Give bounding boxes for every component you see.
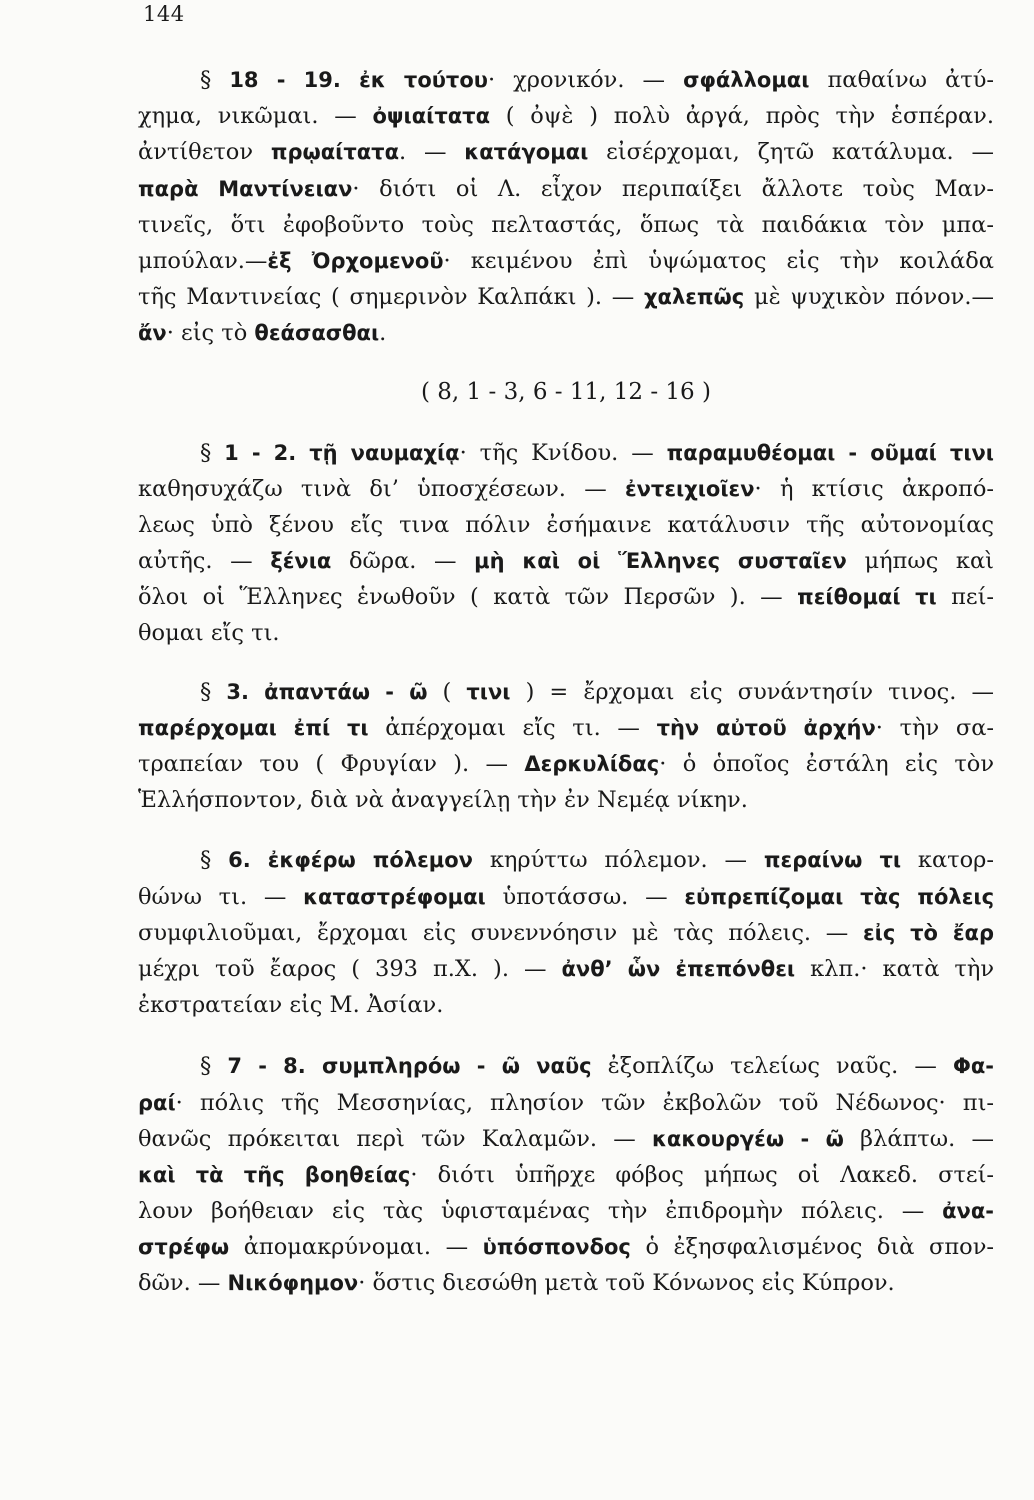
lemma-term: πρῳαίτατα — [270, 140, 400, 165]
lemma-term: 6. ἐκφέρω πόλεμον — [228, 848, 473, 873]
gloss-text: θομαι εἴς τι. — [138, 620, 280, 647]
lemma-term: 1 - 2. τῇ ναυμαχίᾳ — [224, 440, 460, 465]
gloss-text: ὅλοι οἱ Ἕλληνες ἑνωθοῦν ( κατὰ τῶν Περσῶν ). — — [138, 584, 798, 611]
gloss-text: κηρύττω πόλεμον. — — [472, 847, 764, 874]
section-sign: § — [200, 67, 230, 93]
text-line — [138, 674, 994, 710]
paragraph-1-2 — [138, 435, 994, 652]
text-line — [138, 842, 994, 878]
gloss-text: λουν βοήθειαν εἰς τὰς ὑφισταμένας τὴν ἐπιδρομὴν πόλεις. — — [138, 1198, 943, 1225]
lemma-term: εἰς τὸ ἔαρ — [862, 920, 994, 945]
lemma-term: 7 - 8. συμπληρόω - ῶ ναῦς — [227, 1054, 592, 1079]
paragraph-18-19 — [138, 62, 994, 352]
text-line — [138, 62, 994, 98]
text-line — [138, 782, 994, 818]
gloss-text: παθαίνω ἀτύ- — [809, 67, 994, 93]
gloss-text: αὐτῆς. — — [138, 548, 271, 575]
gloss-text: μὲ ψυχικὸν πόνον.— — [744, 284, 994, 311]
gloss-text: μέχρι τοῦ ἔαρος ( 393 π.Χ. ). — — [138, 955, 562, 982]
section-heading: ( 8, 1 - 3, 6 - 11, 12 - 16 ) — [421, 378, 711, 405]
text-line — [138, 171, 994, 207]
gloss-text: μπούλαν.— — [138, 247, 268, 274]
text-line — [138, 615, 994, 651]
gloss-text: ( ὀψὲ ) πολὺ ἀργά, πρὸς τὴν ἑσπέραν. — [490, 103, 994, 130]
lemma-term: παραμυθέομαι - οῦμαί τινι — [666, 440, 994, 465]
gloss-text: ἀπέρχομαι εἴς τι. — — [368, 714, 657, 741]
paragraph-3 — [138, 674, 994, 819]
text-line — [138, 207, 994, 243]
gloss-text: · ἡ κτίσις ἀκροπό- — [754, 475, 994, 502]
text-line — [138, 1265, 994, 1301]
gloss-text: λεως ὑπὸ ξένου εἴς τινα πόλιν ἐσήμαινε κατάλυσιν τῆς αὐτονομίας — [138, 511, 994, 538]
lemma-term: μὴ καὶ οἱ Ἕλληνες συσταῖεν — [474, 549, 847, 574]
lemma-term: τινι — [466, 679, 511, 704]
gloss-text: Ἑλλήσποντον, διὰ νὰ ἀναγγείλῃ τὴν ἐν Νεμέᾳ νίκην. — [138, 787, 748, 814]
gloss-text: κατορ- — [901, 847, 994, 874]
lemma-term: κατάγομαι — [464, 140, 589, 165]
text-line — [138, 951, 994, 987]
gloss-text: ἀντίθετον — [138, 139, 271, 166]
lemma-term: ἐντειχιοῖεν — [624, 476, 755, 501]
lemma-term: τὴν αὐτοῦ ἀρχήν — [656, 715, 876, 740]
text-line — [138, 1085, 994, 1121]
gloss-text: · χρονικόν. — — [487, 67, 684, 93]
gloss-text: πεί- — [936, 584, 994, 611]
gloss-text: δῶν. — — [138, 1270, 228, 1297]
gloss-text: · διότι οἱ Λ. εἶχον περιπαίξει ἄλλοτε τοὺς Μαν- — [352, 175, 994, 202]
lemma-term: Φα- — [953, 1054, 994, 1079]
gloss-text: · ὁ ὁποῖος ἐστάλη εἰς τὸν — [659, 751, 994, 777]
gloss-text: · ὅστις διεσώθη μετὰ τοῦ Κόνωνος εἰς Κύπρον. — [358, 1270, 895, 1297]
section-sign: § — [200, 439, 225, 466]
lemma-term: Δερκυλίδας — [524, 752, 660, 776]
text-line — [138, 471, 994, 507]
gloss-text: συμφιλιοῦμαι, ἔρχομαι εἰς συνεννόησιν μὲ τὰς πόλεις. — — [138, 919, 863, 946]
lemma-term: 3. ἀπαντάω - ῶ — [226, 679, 428, 704]
lemma-term: ἀνθ’ ὧν ἐπεπόνθει — [561, 956, 796, 981]
gloss-text: εἰσέρχομαι, ζητῶ κατάλυμα. — — [588, 139, 994, 166]
lemma-term: στρέφω — [138, 1235, 230, 1260]
text-line — [138, 879, 994, 915]
text-line — [138, 134, 994, 170]
text-line — [138, 435, 994, 471]
lemma-term: εὐπρεπίζομαι τὰς πόλεις — [684, 884, 994, 909]
lemma-term: κακουργέω - ῶ — [651, 1126, 844, 1151]
gloss-text: · κειμένου ἐπὶ ὑψώματος εἰς τὴν κοιλάδα — [443, 247, 994, 274]
gloss-text: ( — [427, 678, 467, 705]
text-line — [138, 279, 994, 315]
gloss-text: ἀπομακρύνομαι. — — [229, 1234, 483, 1261]
gloss-text: · εἰς τὸ — [166, 320, 255, 347]
gloss-text: καθησυχάζω τινὰ δι’ ὑποσχέσεων. — — [138, 475, 625, 502]
lemma-term: παρὰ Μαντίνειαν — [138, 176, 353, 201]
gloss-text: · τῆς Κνίδου. — — [459, 439, 667, 466]
gloss-text: δῶρα. — — [331, 548, 475, 575]
lemma-term: σφάλλομαι — [683, 68, 810, 92]
lemma-term: καταστρέφομαι — [303, 884, 486, 909]
lemma-term: θεάσασθαι — [254, 321, 380, 346]
gloss-text: τινεῖς, ὅτι ἐφοβοῦντο τοὺς πελταστάς, ὅπως τὰ παιδάκια τὸν μπα- — [138, 211, 994, 238]
text-line — [138, 315, 994, 351]
gloss-text: κλπ.· κατὰ τὴν — [795, 955, 994, 982]
text-line — [138, 1157, 994, 1193]
text-line — [138, 915, 994, 951]
text-line — [138, 543, 994, 579]
gloss-text: τῆς Μαντινείας ( σημερινὸν Καλπάκι ). — — [138, 284, 644, 311]
lemma-term: ἐξ Ὀρχομενοῦ — [267, 248, 444, 273]
text-line — [138, 746, 994, 782]
gloss-text: χημα, νικῶμαι. — — [138, 103, 373, 130]
lemma-term: χαλεπῶς — [643, 285, 745, 310]
gloss-text: τραπείαν του ( Φρυγίαν ). — — [138, 751, 525, 777]
gloss-text: . — — [399, 139, 465, 166]
section-sign: § — [200, 678, 227, 705]
lemma-term: πείθομαί τι — [797, 585, 937, 610]
text-line — [138, 1121, 994, 1157]
gloss-text: θανῶς πρόκειται περὶ τῶν Καλαμῶν. — — [138, 1125, 652, 1152]
lemma-term: ξένια — [270, 549, 332, 574]
gloss-text: . — [379, 320, 387, 347]
gloss-text: · πόλις τῆς Μεσσηνίας, πλησίον τῶν ἐκβολῶν τοῦ Νέδωνος· πι- — [175, 1089, 994, 1116]
lemma-term: ὀψιαίτατα — [372, 104, 491, 129]
lemma-term: περαίνω τι — [763, 848, 902, 873]
lemma-term: 18 - 19. ἐκ τούτου — [229, 68, 488, 92]
text-line — [138, 710, 994, 746]
gloss-text: ὁ ἐξησφαλισμένος διὰ σπον- — [630, 1234, 994, 1261]
lemma-term: Νικόφημον — [227, 1271, 359, 1296]
lemma-term: ἀνα- — [942, 1199, 994, 1224]
page-number: 144 — [143, 2, 185, 26]
gloss-text: ὑποτάσσω. — — [485, 883, 685, 910]
text-line — [138, 1048, 994, 1084]
section-sign: § — [200, 847, 229, 874]
text-line — [138, 579, 994, 615]
commentary-text — [138, 62, 994, 1302]
text-line — [138, 507, 994, 543]
gloss-text: βλάπτω. — — [843, 1125, 994, 1152]
gloss-text: · τὴν σα- — [875, 714, 994, 741]
gloss-text: ἐξοπλίζω τελείως ναῦς. — — [591, 1053, 953, 1080]
gloss-text: θώνω τι. — — [138, 883, 304, 910]
lemma-term: παρέρχομαι ἐπί τι — [138, 715, 369, 740]
gloss-text: · διότι ὑπῆρχε φόβος μήπως οἱ Λακεδ. στεί- — [410, 1161, 994, 1188]
gloss-text: ) = ἔρχομαι εἰς συνάντησίν τινος. — — [510, 678, 994, 705]
text-line — [138, 987, 994, 1023]
text-line — [138, 1193, 994, 1229]
lemma-term: καὶ τὰ τῆς βοηθείας — [138, 1162, 411, 1187]
gloss-text: ἐκστρατείαν εἰς Μ. Ἀσίαν. — [138, 992, 444, 1019]
lemma-term: ὑπόσπονδος — [482, 1235, 631, 1260]
lemma-term: ἄν — [138, 321, 167, 346]
text-line — [138, 98, 994, 134]
lemma-term: ραί — [138, 1090, 176, 1115]
text-line — [138, 243, 994, 279]
paragraph-6 — [138, 842, 994, 1023]
paragraph-7-8 — [138, 1048, 994, 1301]
section-sign: § — [200, 1053, 228, 1080]
gloss-text: μήπως καὶ — [846, 548, 994, 575]
text-line — [138, 1229, 994, 1265]
